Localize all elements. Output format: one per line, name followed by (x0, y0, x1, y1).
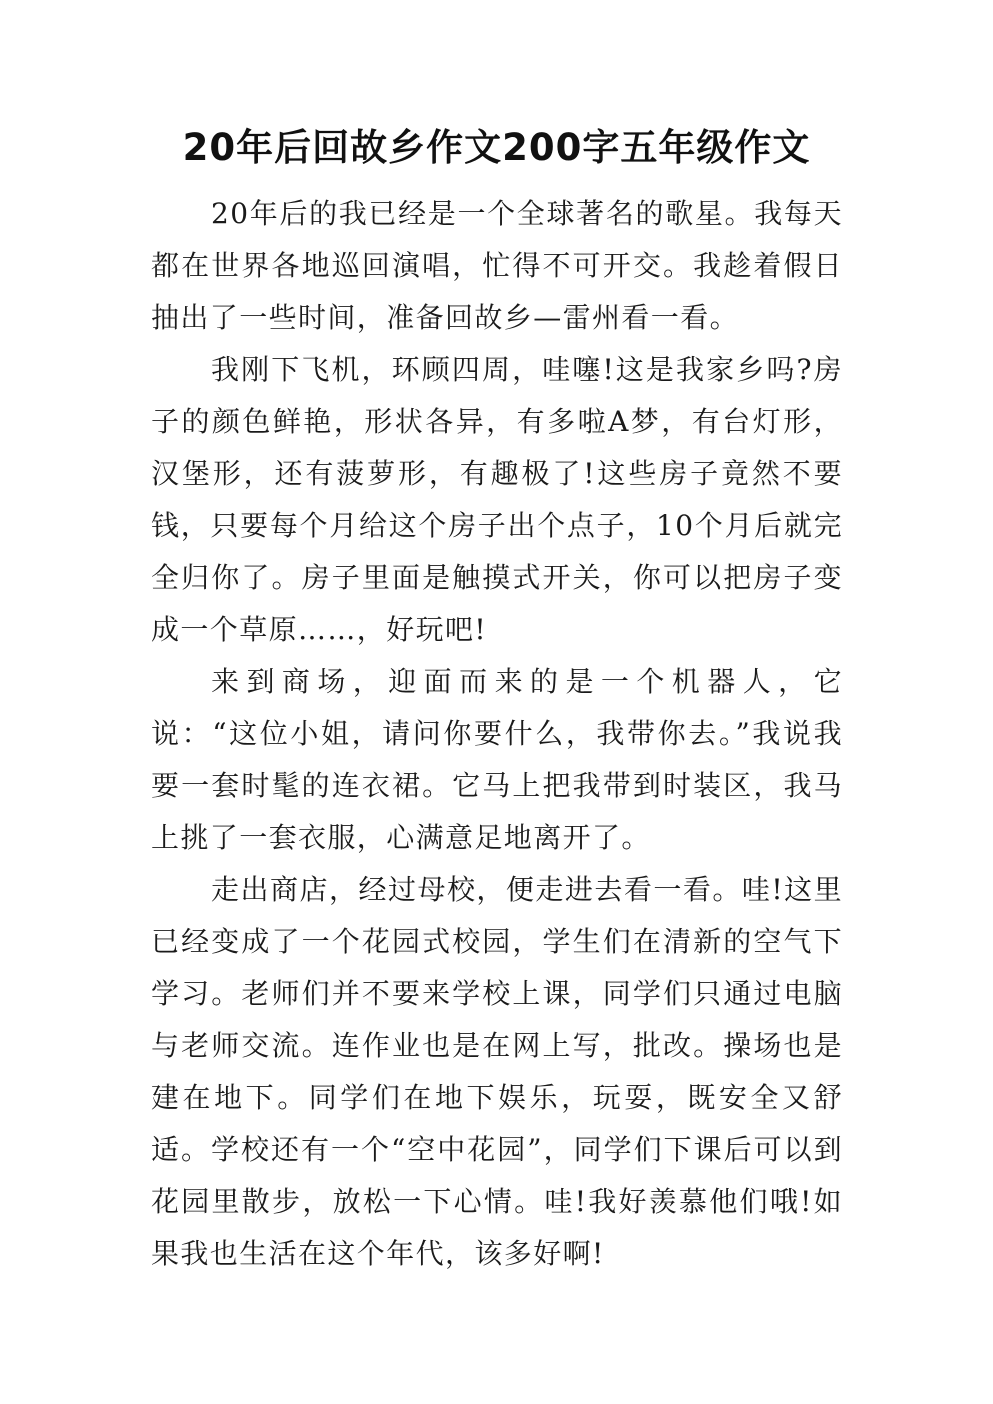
document-title: 20年后回故乡作文200字五年级作文 (182, 126, 811, 169)
document-body (151, 188, 843, 1280)
paragraph-4: 走出商店，经过母校，便走进去看一看。哇!这里已经变成了一个花园式校园，学生们在清新的空气下学习。老师们并不要来学校上课，同学们只通过电脑与老师交流。连作业也是在网上写，批改。操场也是建在地下。同学们在地下娱乐，玩耍，既安全又舒适。学校还有一个“空中花园”，同学们下课后可以到花园里散步，放松一下心情。哇!我好羡慕他们哦!如果我也生活在这个年代，该多好啊! (151, 873, 843, 1270)
paragraph-1: 20年后的我已经是一个全球著名的歌星。我每天都在世界各地巡回演唱，忙得不可开交。我趁着假日抽出了一些时间，准备回故乡—雷州看一看。 (151, 197, 843, 334)
paragraph-2: 我刚下飞机，环顾四周，哇噻!这是我家乡吗?房子的颜色鲜艳，形状各异，有多啦A梦，有台灯形，汉堡形，还有菠萝形，有趣极了!这些房子竟然不要钱，只要每个月给这个房子出个点子，10个月后就完全归你了。房子里面是触摸式开关，你可以把房子变成一个草原……，好玩吧! (151, 353, 843, 646)
paragraph-3: 来到商场，迎面而来的是一个机器人，它说：“这位小姐，请问你要什么，我带你去。”我说我要一套时髦的连衣裙。它马上把我带到时装区，我马上挑了一套衣服，心满意足地离开了。 (151, 665, 843, 854)
